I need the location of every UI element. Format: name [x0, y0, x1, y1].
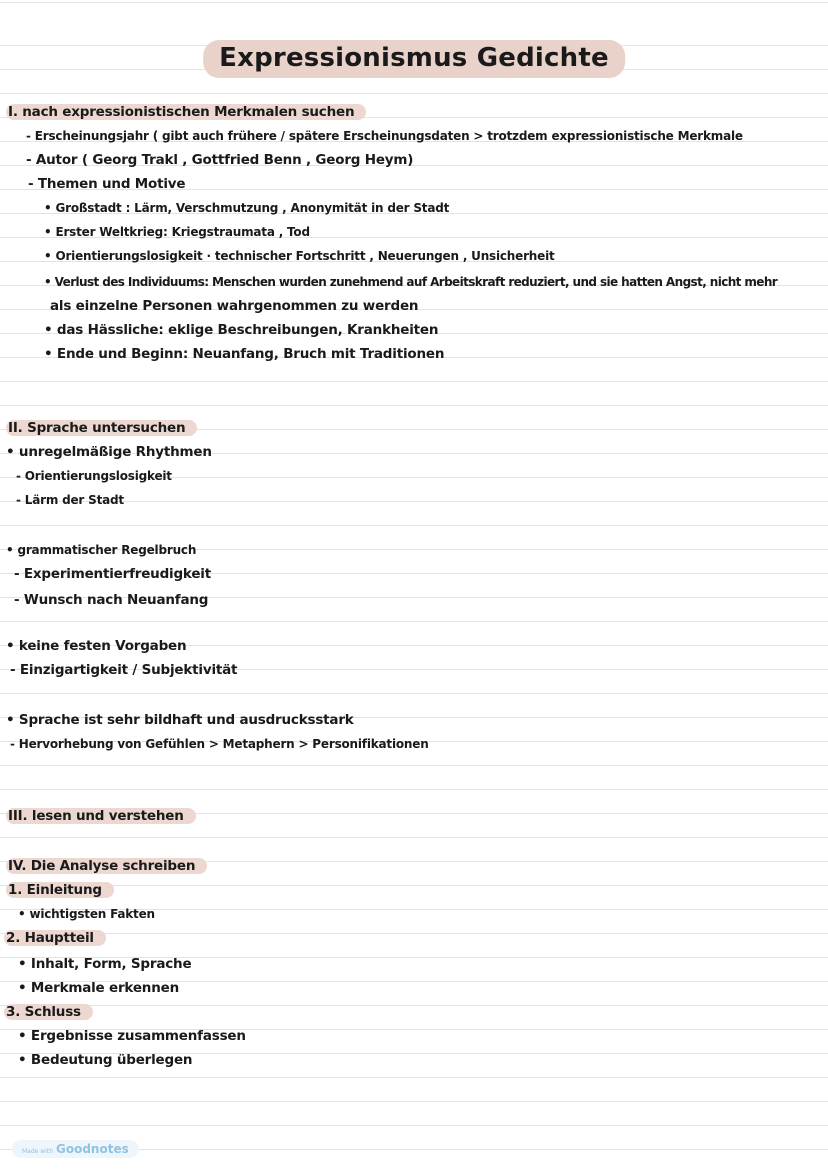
list-item: • Erster Weltkrieg: Kriegstraumata , Tod [44, 225, 310, 239]
section-1-heading: I. nach expressionistischen Merkmalen suchen [6, 102, 828, 122]
goodnotes-watermark: Made with Goodnotes [12, 1140, 139, 1158]
subheading: 3. Schluss [4, 1002, 828, 1022]
list-item: - Autor ( Georg Trakl , Gottfried Benn , Georg Heym) [26, 152, 414, 168]
list-item: - Experimentierfreudigkeit [14, 566, 211, 582]
list-item: - Hervorhebung von Gefühlen > Metaphern > Personifikationen [10, 737, 429, 751]
list-item: • grammatischer Regelbruch [6, 543, 197, 557]
subheading: 2. Hauptteil [4, 928, 828, 948]
list-item: • Ende und Beginn: Neuanfang, Bruch mit Traditionen [44, 346, 445, 362]
list-item: - Lärm der Stadt [16, 493, 124, 507]
list-item: - Einzigartigkeit / Subjektivität [10, 662, 238, 678]
list-item: • Merkmale erkennen [18, 980, 179, 996]
list-item: • Großstadt : Lärm, Verschmutzung , Anonymität in der Stadt [44, 201, 450, 215]
list-item: • Ergebnisse zusammenfassen [18, 1028, 246, 1044]
list-item: als einzelne Personen wahrgenommen zu werden [50, 298, 419, 314]
list-item: • Orientierungslosigkeit · technischer Fortschritt , Neuerungen , Unsicherheit [44, 249, 555, 263]
list-item: • Bedeutung überlegen [18, 1052, 193, 1068]
list-item: • Sprache ist sehr bildhaft und ausdrucksstark [6, 712, 354, 728]
section-4-heading: IV. Die Analyse schreiben [6, 856, 828, 876]
list-item: - Themen und Motive [28, 176, 186, 192]
list-item: • wichtigsten Fakten [18, 907, 155, 921]
list-item: - Orientierungslosigkeit [16, 469, 172, 483]
section-2-heading: II. Sprache untersuchen [6, 418, 828, 438]
list-item: • Verlust des Individuums: Menschen wurden zunehmend auf Arbeitskraft reduziert, und sie hatten Angst, nicht mehr [44, 275, 778, 289]
list-item: • Inhalt, Form, Sprache [18, 956, 192, 972]
subheading: 1. Einleitung [6, 880, 828, 900]
list-item: • das Hässliche: eklige Beschreibungen, Krankheiten [44, 322, 439, 338]
section-3-heading: III. lesen und verstehen [6, 806, 828, 826]
page-title: Expressionismus Gedichte [203, 40, 625, 78]
list-item: • unregelmäßige Rhythmen [6, 444, 212, 460]
list-item: • keine festen Vorgaben [6, 638, 187, 654]
list-item: - Wunsch nach Neuanfang [14, 592, 209, 608]
list-item: - Erscheinungsjahr ( gibt auch frühere / spätere Erscheinungsdaten > trotzdem expressionistische Merkmale [26, 129, 743, 143]
